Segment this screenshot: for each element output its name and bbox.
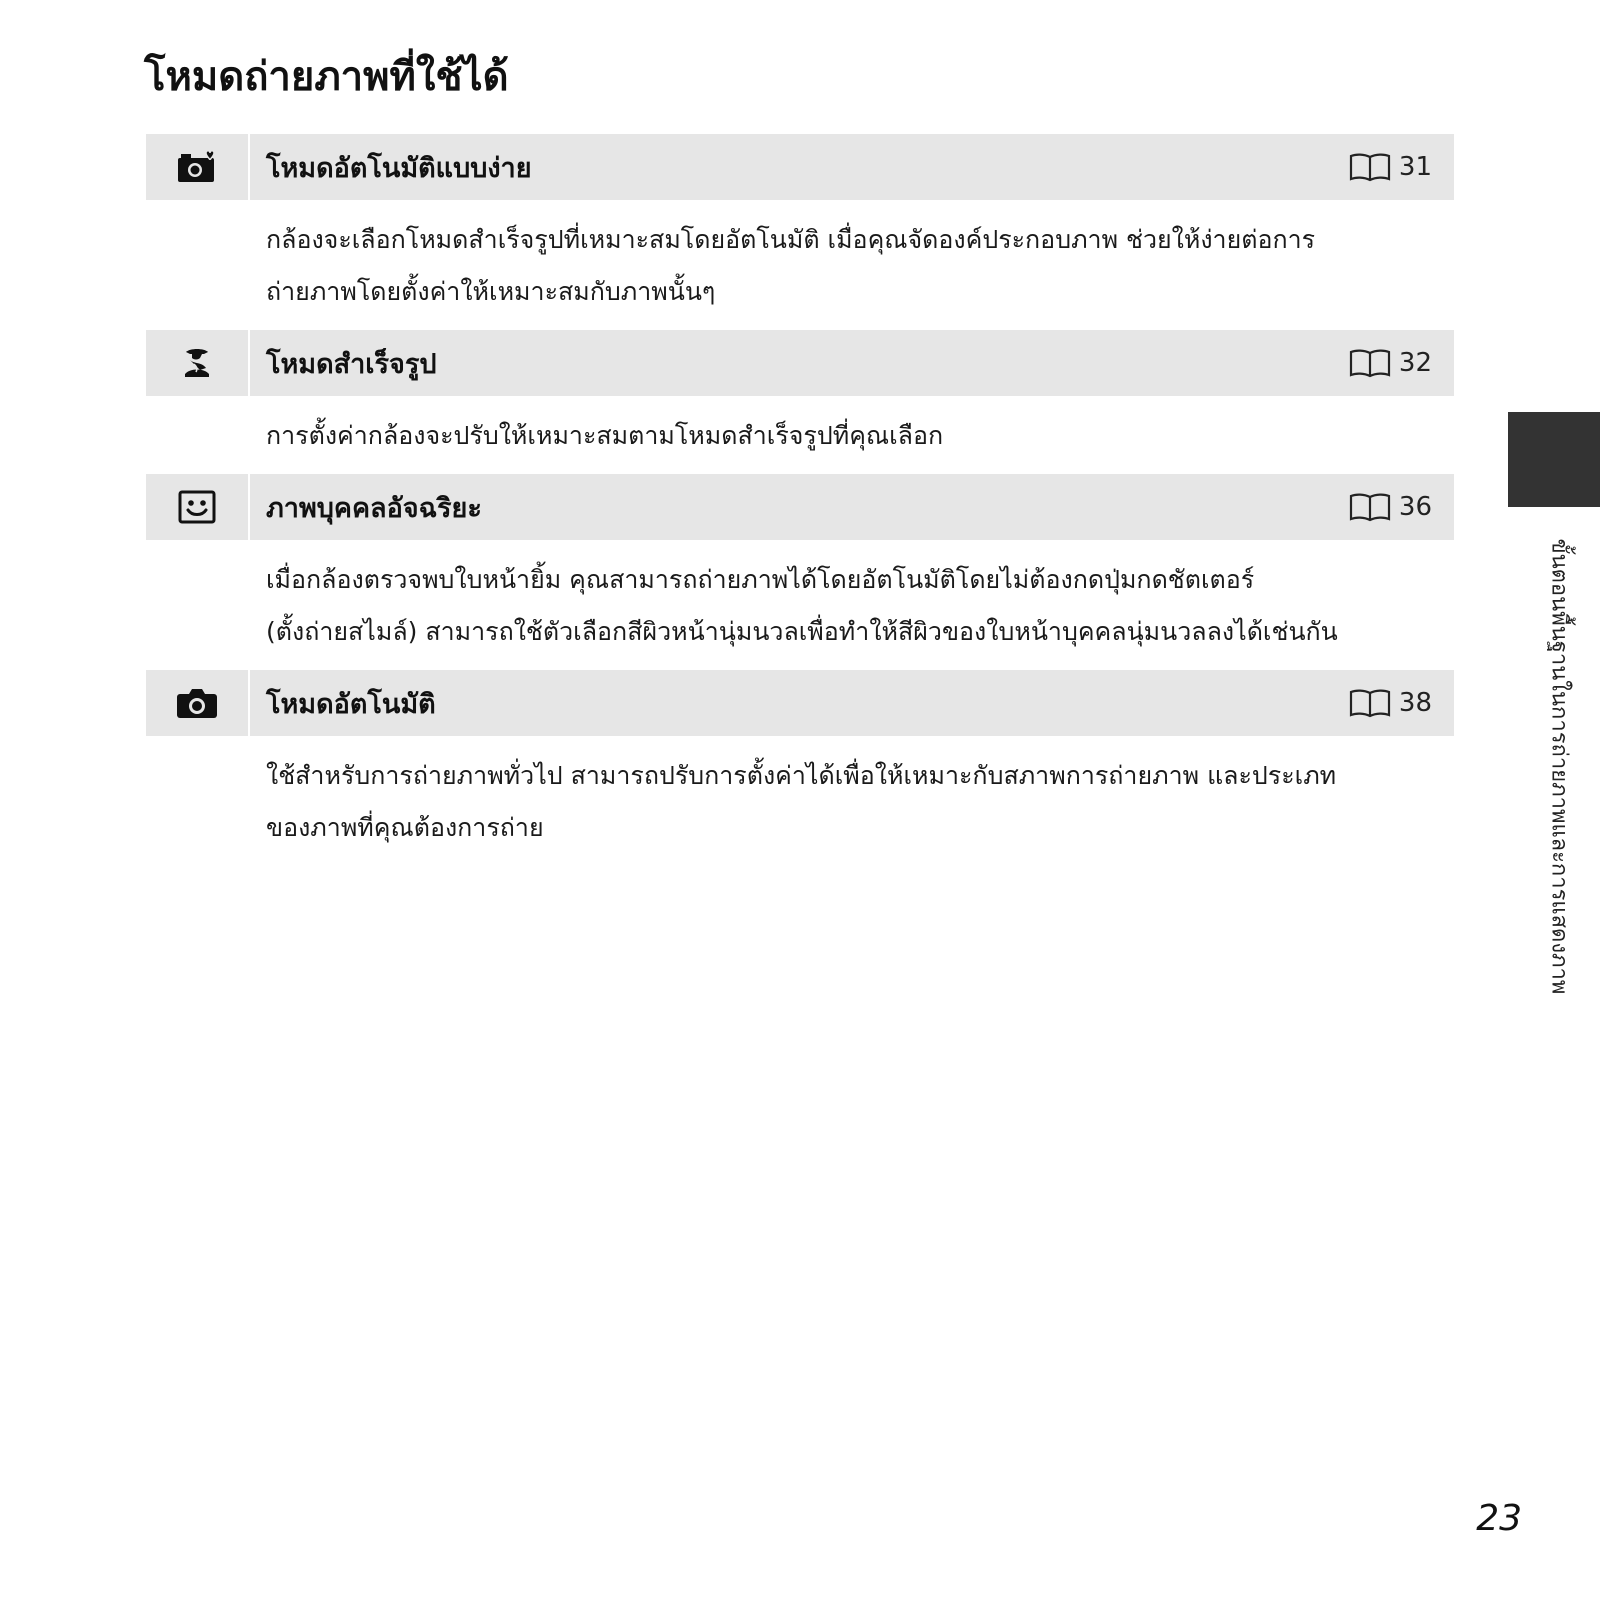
mode-name: โหมดอัตโนมัติแบบง่าย xyxy=(266,152,532,184)
mode-description: เมื่อกล้องตรวจพบใบหน้ายิ้ม คุณสามารถถ่ายภาพได้โดยอัตโนมัติโดยไม่ต้องกดปุ่มกดชัตเตอร์ (ตั้งถ่ายสไมล์) สามารถใช้ตัวเลือกสีผิวหน้านุ่มนวลเพื่อทำให้สีผิวของใบหน้าบุคคลนุ่มนวลลงได้เช่นกัน xyxy=(266,565,1338,646)
chapter-tab xyxy=(1508,412,1600,507)
chapter-side-label-text: ขั้นตอนพื้นฐานในการถ่ายภาพและการแสดงภาพ xyxy=(1546,538,1572,994)
mode-description: กล้องจะเลือกโหมดสำเร็จรูปที่เหมาะสมโดยอัตโนมัติ เมื่อคุณจัดองค์ประกอบภาพ ช่วยให้ง่ายต่อการ ถ่ายภาพโดยตั้งค่าให้เหมาะสมกับภาพนั้นๆ xyxy=(266,225,1316,306)
page-reference-link[interactable] xyxy=(1349,474,1432,540)
mode-header xyxy=(146,474,1454,540)
mode-list xyxy=(146,134,1454,866)
mode-auto xyxy=(146,670,1454,866)
mode-name: โหมดอัตโนมัติ xyxy=(266,688,436,720)
book-icon xyxy=(1349,492,1391,522)
mode-header xyxy=(146,670,1454,736)
mode-header xyxy=(146,134,1454,200)
smart-portrait-smile-icon xyxy=(146,474,250,540)
mode-smart-portrait xyxy=(146,474,1454,670)
mode-name: ภาพบุคคลอัจฉริยะ xyxy=(266,492,482,524)
page-ref-number: 31 xyxy=(1398,152,1432,182)
book-icon xyxy=(1349,348,1391,378)
page-ref-number: 38 xyxy=(1398,688,1432,718)
page-title: โหมดถ่ายภาพที่ใช้ได้ xyxy=(144,54,509,100)
page-ref-number: 32 xyxy=(1398,348,1432,378)
mode-description: ใช้สำหรับการถ่ายภาพทั่วไป สามารถปรับการตั้งค่าได้เพื่อให้เหมาะกับสภาพการถ่ายภาพ และประเภท ของภาพที่คุณต้องการถ่าย xyxy=(266,761,1337,842)
page-reference-link[interactable] xyxy=(1349,134,1432,200)
page-ref-number: 36 xyxy=(1398,492,1432,522)
book-icon xyxy=(1349,152,1391,182)
page-number: 23 xyxy=(1476,1498,1522,1539)
mode-header xyxy=(146,330,1454,396)
page-reference-link[interactable] xyxy=(1349,330,1432,396)
mode-scene xyxy=(146,330,1454,474)
scene-mode-portrait-hat-icon xyxy=(146,330,250,396)
page-reference-link[interactable] xyxy=(1349,670,1432,736)
mode-name: โหมดสำเร็จรูป xyxy=(266,348,437,380)
book-icon xyxy=(1349,688,1391,718)
auto-mode-camera-icon xyxy=(146,670,250,736)
chapter-side-label xyxy=(1540,536,1580,996)
mode-easy-auto xyxy=(146,134,1454,330)
mode-description: การตั้งค่ากล้องจะปรับให้เหมาะสมตามโหมดสำเร็จรูปที่คุณเลือก xyxy=(266,421,944,450)
easy-auto-camera-heart-icon xyxy=(146,134,250,200)
